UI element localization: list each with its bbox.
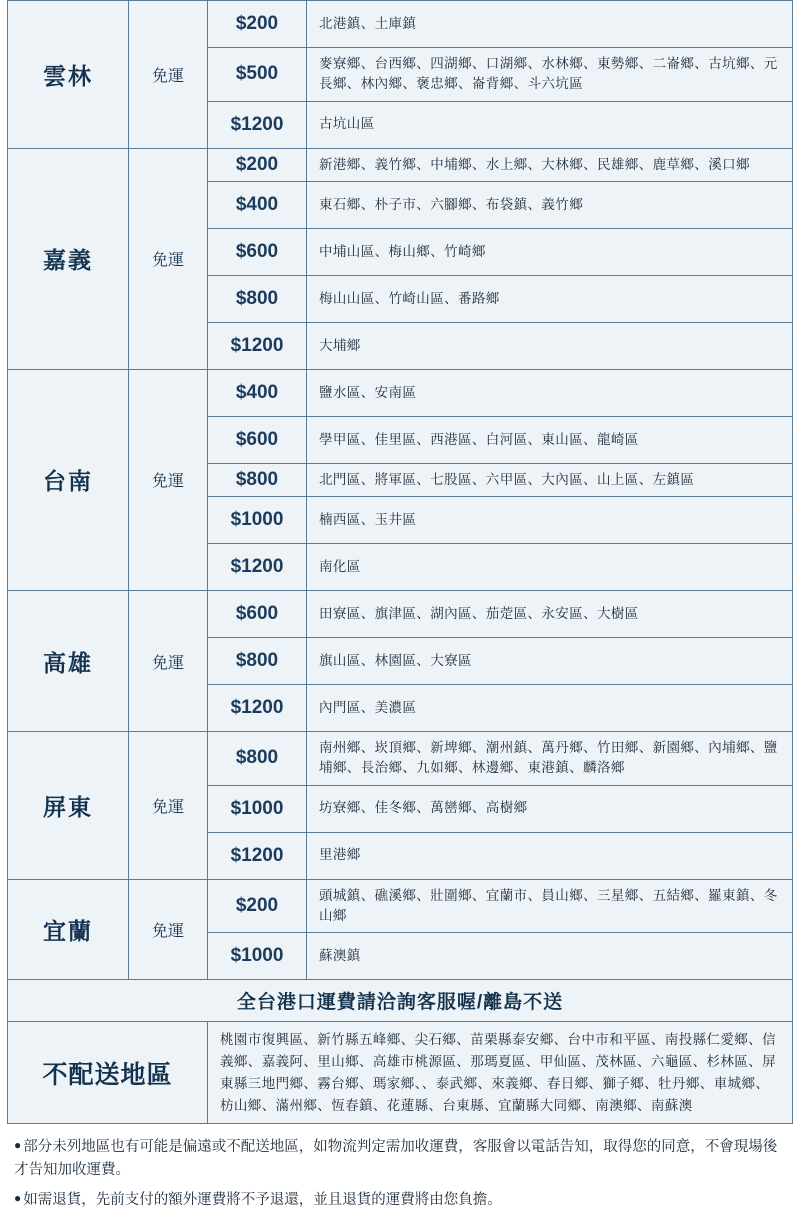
region-cell: 屏東: [8, 732, 129, 880]
areas-cell: 北港鎮、土庫鎮: [307, 1, 793, 48]
areas-cell: 南化區: [307, 544, 793, 591]
areas-cell: 南州鄉、崁頂鄉、新埤鄉、潮州鎮、萬丹鄉、竹田鄉、新園鄉、內埔鄉、鹽埔鄉、長治鄉、九如鄉、林邊鄉、東港鎮、麟洛鄉: [307, 732, 793, 786]
areas-cell: 頭城鎮、礁溪鄉、壯圍鄉、宜蘭市、員山鄉、三星鄉、五結鄉、羅東鎮、冬山鄉: [307, 879, 793, 933]
price-cell: $500: [208, 48, 307, 102]
table-row-no-delivery: [8, 1022, 793, 1124]
price-cell: $800: [208, 275, 307, 322]
areas-cell: 新港鄉、義竹鄉、中埔鄉、水上鄉、大林鄉、民雄鄉、鹿草鄉、溪口鄉: [307, 148, 793, 181]
areas-cell: 鹽水區、安南區: [307, 369, 793, 416]
areas-cell: 田寮區、旗津區、湖內區、茄萣區、永安區、大樹區: [307, 591, 793, 638]
areas-cell: 大埔鄉: [307, 322, 793, 369]
no-delivery-areas: 桃園市復興區、新竹縣五峰鄉、尖石鄉、苗栗縣泰安鄉、台中市和平區、南投縣仁愛鄉、信義鄉、嘉義阿、里山鄉、高雄市桃源區、那瑪夏區、甲仙區、茂林區、六龜區、杉林區、屏東縣三地門鄉、霧台鄉、瑪家鄉、、泰武鄉、來義鄉、春日鄉、獅子鄉、牡丹鄉、車城鄉、枋山鄉、滿州鄉、恆春鎮、花蓮縣、台東縣、宜蘭縣大同鄉、南澳鄉、南蘇澳: [208, 1022, 793, 1124]
note-text: 如需退貨，先前支付的額外運費將不予退還，並且退貨的運費將由您負擔。: [23, 1192, 502, 1209]
shipping-cell: 免運: [129, 879, 208, 980]
price-cell: $1000: [208, 933, 307, 980]
areas-cell: 里港鄉: [307, 832, 793, 879]
region-cell: 宜蘭: [8, 879, 129, 980]
areas-cell: 東石鄉、朴子市、六腳鄉、布袋鎮、義竹鄉: [307, 181, 793, 228]
region-cell: 台南: [8, 369, 129, 590]
price-cell: $1200: [208, 322, 307, 369]
bullet-icon: ●: [14, 1191, 22, 1206]
port-note: 全台港口運費請洽詢客服喔/離島不送: [8, 980, 793, 1022]
table-row-port-note: [8, 980, 793, 1022]
price-cell: $1200: [208, 685, 307, 732]
price-cell: $1200: [208, 101, 307, 148]
areas-cell: 旗山區、林園區、大寮區: [307, 638, 793, 685]
price-cell: $800: [208, 638, 307, 685]
region-cell: 雲林: [8, 1, 129, 149]
price-cell: $1000: [208, 497, 307, 544]
no-delivery-label: 不配送地區: [8, 1022, 208, 1124]
bullet-icon: ●: [14, 1138, 22, 1153]
areas-cell: 北門區、將軍區、七股區、六甲區、大內區、山上區、左鎮區: [307, 463, 793, 496]
region-cell: 嘉義: [8, 148, 129, 369]
note-item: [14, 1136, 786, 1181]
shipping-cell: 免運: [129, 732, 208, 880]
table-row: [8, 591, 793, 638]
note-item: [14, 1189, 786, 1211]
areas-cell: 中埔山區、梅山鄉、竹崎鄉: [307, 228, 793, 275]
table-row: [8, 879, 793, 933]
region-cell: 高雄: [8, 591, 129, 732]
shipping-cell: 免運: [129, 1, 208, 149]
footer-notes: [14, 1136, 786, 1211]
price-cell: $600: [208, 228, 307, 275]
areas-cell: 麥寮鄉、台西鄉、四湖鄉、口湖鄉、水林鄉、東勢鄉、二崙鄉、古坑鄉、元長鄉、林內鄉、褒忠鄉、崙背鄉、斗六坑區: [307, 48, 793, 102]
price-cell: $1200: [208, 832, 307, 879]
note-text: 部分未列地區也有可能是偏遠或不配送地區，如物流判定需加收運費，客服會以電話告知，取得您的同意，不會現場後才告知加收運費。: [14, 1139, 778, 1178]
shipping-cell: 免運: [129, 591, 208, 732]
areas-cell: 蘇澳鎮: [307, 933, 793, 980]
areas-cell: 古坑山區: [307, 101, 793, 148]
table-row: [8, 369, 793, 416]
areas-cell: 學甲區、佳里區、西港區、白河區、東山區、龍崎區: [307, 416, 793, 463]
shipping-cell: 免運: [129, 369, 208, 590]
price-cell: $200: [208, 1, 307, 48]
table-row: [8, 1, 793, 48]
price-cell: $800: [208, 463, 307, 496]
price-cell: $600: [208, 591, 307, 638]
areas-cell: 內門區、美濃區: [307, 685, 793, 732]
price-cell: $1000: [208, 785, 307, 832]
price-cell: $1200: [208, 544, 307, 591]
table-row: [8, 148, 793, 181]
price-cell: $200: [208, 879, 307, 933]
areas-cell: 梅山山區、竹崎山區、番路鄉: [307, 275, 793, 322]
areas-cell: 坊寮鄉、佳冬鄉、萬巒鄉、高樹鄉: [307, 785, 793, 832]
price-cell: $200: [208, 148, 307, 181]
shipping-fee-table-body: [8, 1, 793, 1124]
areas-cell: 楠西區、玉井區: [307, 497, 793, 544]
price-cell: $600: [208, 416, 307, 463]
price-cell: $800: [208, 732, 307, 786]
shipping-fee-table: [7, 0, 793, 1124]
table-row: [8, 732, 793, 786]
shipping-cell: 免運: [129, 148, 208, 369]
price-cell: $400: [208, 181, 307, 228]
price-cell: $400: [208, 369, 307, 416]
